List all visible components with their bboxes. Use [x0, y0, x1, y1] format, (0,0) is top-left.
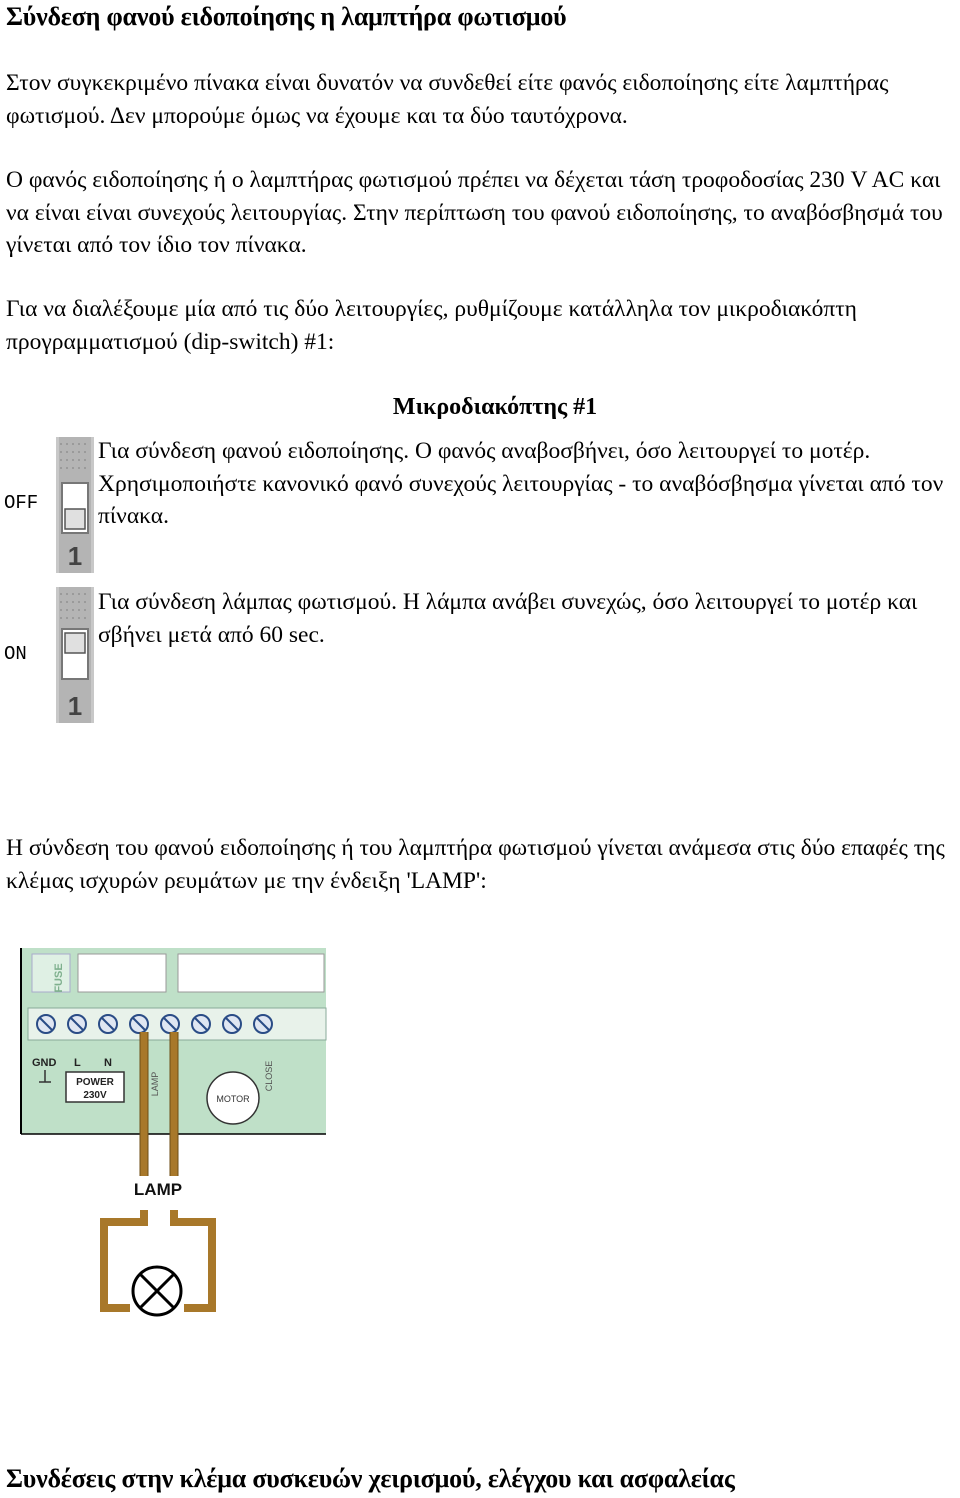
lamp-terminal-label: LAMP: [150, 1071, 160, 1097]
l-label: L: [74, 1057, 81, 1069]
n-label: N: [104, 1057, 112, 1069]
close-label: CLOSE: [264, 1060, 274, 1092]
fuse-label: FUSE: [53, 963, 65, 993]
dipswitch-on-image: [56, 587, 94, 728]
dipswitch-off-image: [56, 437, 94, 578]
off-state-label: OFF: [4, 492, 39, 514]
dip-number-off: 1: [67, 541, 83, 571]
on-state-label: ON: [4, 643, 27, 665]
power-label: POWER: [76, 1077, 114, 1088]
lamp-caption: LAMP: [133, 1180, 183, 1199]
wiring-diagram: [18, 948, 330, 1333]
dipswitch-title: Μικροδιακόπτης #1: [392, 394, 598, 420]
voltage-label: 230V: [83, 1090, 107, 1101]
dipswitch-intro-paragraph: Για να διαλέξουμε μία από τις δύο λειτουργίες, ρυθμίζουμε κατάλληλα τον μικροδιακόπτη προγραμματισμού (dip-switch) #1:: [6, 296, 857, 355]
section-heading-controls: Συνδέσεις στην κλέμα συσκευών χειρισμού, ελέγχου και ασφαλείας: [6, 1464, 735, 1493]
voltage-paragraph: Ο φανός ειδοποίησης ή ο λαμπτήρας φωτισμού πρέπει να δέχεται τάση τροφοδοσίας 230 V AC και να είναι είναι συνεχούς λειτουργίας. Στην περίπτωση του φανού ειδοποίησης, το αναβόσβησμά του γίνεται από τον ίδιο τον πίνακα.: [6, 167, 943, 258]
on-description: Για σύνδεση λάμπας φωτισμού. Η λάμπα ανάβει συνεχώς, όσο λειτουργεί το μοτέρ και σβήνει μετά από 60 sec.: [98, 589, 918, 648]
dip-number-on: 1: [67, 691, 83, 721]
motor-label: MOTOR: [216, 1094, 250, 1104]
section-heading-lamp: Σύνδεση φανού ειδοποίησης η λαμπτήρα φωτισμού: [6, 2, 567, 31]
gnd-label: GND: [32, 1057, 57, 1069]
intro-paragraph: Στον συγκεκριμένο πίνακα είναι δυνατόν να συνδεθεί είτε φανός ειδοποίησης είτε λαμπτήρας φωτισμού. Δεν μπορούμε όμως να έχουμε και τα δύο ταυτόχρονα.: [6, 70, 889, 129]
connection-paragraph: Η σύνδεση του φανού ειδοποίησης ή του λαμπτήρα φωτισμού γίνεται ανάμεσα στις δύο επαφές της κλέμας ισχυρών ρευμάτων με την ένδειξη 'LAMP':: [6, 835, 945, 894]
off-description: Για σύνδεση φανού ειδοποίησης. Ο φανός αναβοσβήνει, όσο λειτουργεί το μοτέρ. Χρησιμοποιήστε κανονικό φανό συνεχούς λειτουργίας - το αναβόσβησμα γίνεται από τον πίνακα.: [98, 438, 944, 529]
